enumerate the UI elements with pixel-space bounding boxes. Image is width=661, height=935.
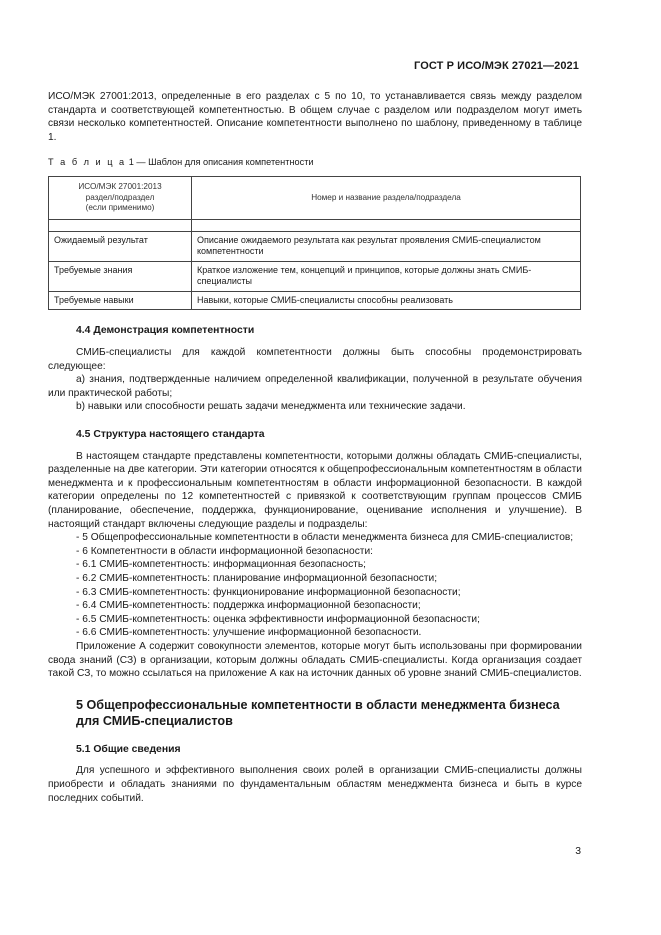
competence-template-table	[48, 176, 581, 311]
table-header-spacer	[49, 219, 581, 231]
table-caption	[48, 156, 582, 170]
table-header-row	[49, 176, 581, 219]
section-5-heading: 5 Общепрофессиональные компетентности в области менеджмента бизнеса для СМИБ-специалистов	[76, 697, 560, 728]
list-item: - 6 Компетентности в области информационной безопасности:	[76, 545, 373, 557]
table-cell-name: Требуемые знания	[49, 261, 192, 291]
intro-paragraph: ИСО/МЭК 27001:2013, определенные в его разделах с 5 по 10, то устанавливается связь между разделом стандарта и соответствующей компетентностью. В общем случае с разделом или подразделом могут иметь связи несколько компетентностей. Описание компетентности выполнено по шаблону, приведенному в таблице 1.	[48, 91, 582, 143]
list-item: - 6.6 СМИБ-компетентность: улучшение информационной безопасности.	[76, 627, 422, 639]
list-item: - 6.4 СМИБ-компетентность: поддержка информационной безопасности;	[76, 600, 421, 612]
page-number: 3	[575, 846, 581, 857]
section-5-1-heading: 5.1 Общие сведения	[76, 743, 181, 755]
table-row	[49, 261, 581, 291]
table-cell-desc: Описание ожидаемого результата как результат проявления СМИБ-специалистом компетентности	[192, 231, 581, 261]
document-header: ГОСТ Р ИСО/МЭК 27021—2021	[414, 60, 579, 72]
table-header-section	[192, 176, 581, 219]
list-item: - 6.3 СМИБ-компетентность: функционирование информационной безопасности;	[76, 586, 461, 598]
table-caption-text: 1 — Шаблон для описания компетентности	[128, 157, 314, 168]
table-cell-desc: Навыки, которые СМИБ-специалисты способны реализовать	[192, 291, 581, 310]
table-cell-name: Ожидаемый результат	[49, 231, 192, 261]
section-5-1-paragraph: Для успешного и эффективного выполнения своих ролей в организации СМИБ-специалисты должны приобрести и обладать знаниями по фундаментальным областям менеджмента бизнеса и быть в курсе последних событий.	[48, 765, 582, 804]
page-content	[48, 90, 582, 805]
table-row	[49, 231, 581, 261]
table-cell-name: Требуемые навыки	[49, 291, 192, 310]
table-row	[49, 291, 581, 310]
list-item: - 5 Общепрофессиональные компетентности в области менеджмента бизнеса для СМИБ-специалистов;	[76, 532, 574, 544]
list-item: - 6.1 СМИБ-компетентность: информационная безопасность;	[76, 559, 366, 571]
list-item: - 6.2 СМИБ-компетентность: планирование информационной безопасности;	[76, 572, 438, 584]
section-4-5-annex-paragraph: Приложение А содержит совокупности элементов, которые могут быть использованы при формировании свода знаний (СЗ) в организации, которым должны обладать СМИБ-специалисты. Когда организация создает такой СЗ, то можно ссылаться на приложение А как на источник данных об уровне знаний СМИБ-специалистов.	[48, 640, 582, 680]
section-4-4-heading: 4.4 Демонстрация компетентности	[76, 325, 255, 337]
table-cell-desc: Краткое изложение тем, концепций и принципов, которые должны знать СМИБ-специалисты	[192, 261, 581, 291]
table-header-clause-text: ИСО/МЭК 27001:2013 раздел/подраздел (если применимо)	[78, 182, 162, 213]
list-item: - 6.5 СМИБ-компетентность: оценка эффективности информационной безопасности;	[76, 613, 480, 625]
table-caption-label: Т а б л и ц а	[48, 157, 127, 168]
section-4-4-item-b: b) навыки или способности решать задачи менеджмента или технические задачи.	[76, 401, 466, 413]
section-4-4-item-a: a) знания, подтвержденные наличием определенной квалификации, полученной в результате обучения или практической работы;	[48, 374, 582, 399]
table-header-clause	[49, 176, 192, 219]
section-4-4-paragraph: СМИБ-специалисты для каждой компетентности должны быть способны продемонстрировать следующее:	[48, 347, 582, 372]
section-4-5-heading: 4.5 Структура настоящего стандарта	[76, 429, 265, 441]
table-header-section-text: Номер и название раздела/подраздела	[311, 192, 461, 202]
section-4-5-paragraph: В настоящем стандарте представлены компетентности, которыми должны обладать СМИБ-специалисты, разделенные на две категории. Эти категории относятся к общепрофессиональным компетентностям в области менеджмента и к профессиональным компетентностям в области информационной безопасности. В каждой категории определены по 12 компетентностей с привязкой к соответствующим группам процессов СМИБ (планирование, обеспечение, поддержка, функционирование, оценивание исполнения и улучшение). В настоящий стандарт включены следующие разделы и подразделы:	[48, 450, 582, 530]
